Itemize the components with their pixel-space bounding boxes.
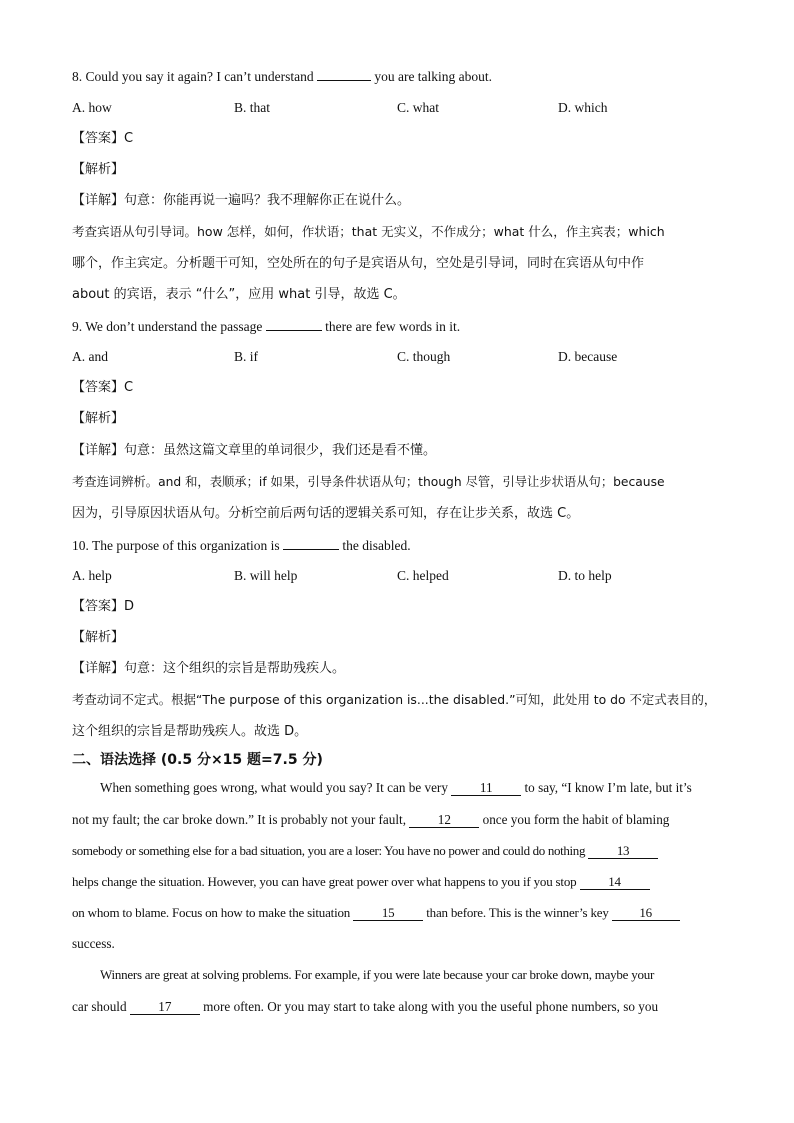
- passage-line-5: [72, 905, 724, 921]
- q10-explanation-2: 这个组织的宗旨是帮助残疾人。故选 D。: [72, 724, 308, 739]
- passage-line-6: success.: [72, 936, 115, 951]
- q9-option-b: B. if: [234, 349, 259, 364]
- q10-option-b: B. will help: [234, 568, 298, 583]
- q9-option-c: C. though: [397, 349, 451, 364]
- answer-value: C: [124, 131, 134, 146]
- q9-blank: [266, 318, 322, 331]
- passage-text: on whom to blame. Focus on how to make the situation: [72, 905, 351, 920]
- q9-option-a: A. and: [72, 349, 108, 364]
- q9-explanation-2: 因为，引导原因状语从句。分析空前后两句话的逻辑关系可知，存在让步关系，故选 C。: [72, 506, 580, 521]
- q10-analysis-label: 【解析】: [72, 630, 125, 645]
- passage-line-3: [72, 843, 724, 859]
- q10-explanation-1: 考查动词不定式。根据“The purpose of this organization is...the disabled.”可知，此处用 to do 不定式表目的，: [72, 692, 717, 707]
- q10-option-c: C. helped: [397, 568, 449, 583]
- blank-11: 11: [451, 781, 521, 796]
- q8-explanation-2: 哪个，作主宾定。分析题干可知，空处所在的句子是宾语从句，空处是引导词，同时在宾语从句中作: [72, 256, 645, 271]
- q10-stem: [72, 537, 724, 554]
- q8-option-d: D. which: [558, 100, 608, 115]
- q8-option-c: C. what: [397, 100, 439, 115]
- q9-detail: 【详解】句意：虽然这篇文章里的单词很少，我们还是看不懂。: [72, 443, 437, 458]
- blank-14: 14: [580, 875, 650, 890]
- passage-line-7: Winners are great at solving problems. For example, if you were late because your car broke down, maybe your: [100, 967, 655, 982]
- answer-label: 【答案】: [72, 131, 125, 146]
- passage-text: When something goes wrong, what would you say? It can be very: [100, 780, 448, 795]
- q9-stem-text-end: there are few words in it.: [325, 319, 461, 334]
- q8-option-b: B. that: [234, 100, 270, 115]
- passage-text: than before. This is the winner’s key: [426, 905, 609, 920]
- q8-option-a: A. how: [72, 100, 112, 115]
- q8-analysis-label: 【解析】: [72, 162, 125, 177]
- q8-stem: [72, 68, 724, 85]
- passage-line-1: [100, 780, 724, 796]
- q8-explanation-1: 考查宾语从句引导词。how 怎样，如何，作状语；that 无实义，不作成分；what 什么，作主宾表；which: [72, 224, 665, 239]
- q8-stem-text-end: you are talking about.: [374, 69, 493, 84]
- passage-text: not my fault; the car broke down.” It is probably not your fault,: [72, 812, 407, 827]
- q8-blank: [317, 68, 371, 81]
- q8-detail: 【详解】句意：你能再说一遍吗？我不理解你正在说什么。: [72, 193, 411, 208]
- q9-option-d: D. because: [558, 349, 618, 364]
- blank-15: 15: [353, 906, 423, 921]
- q10-answer: [72, 599, 724, 615]
- passage-text: once you form the habit of blaming: [482, 812, 670, 827]
- passage-line-2: [72, 812, 724, 828]
- answer-value: C: [124, 380, 134, 395]
- q10-stem-text-end: the disabled.: [342, 538, 411, 553]
- q8-explanation-3: about 的宾语，表示 “什么”，应用 what 引导，故选 C。: [72, 287, 406, 302]
- blank-13: 13: [588, 844, 658, 859]
- q10-option-d: D. to help: [558, 568, 612, 583]
- q9-explanation-1: 考查连词辨析。and 和，表顺承；if 如果，引导条件状语从句；though 尽管，引导让步状语从句；because: [72, 475, 665, 489]
- blank-16: 16: [612, 906, 680, 921]
- answer-label: 【答案】: [72, 599, 125, 614]
- q10-blank: [283, 537, 339, 550]
- passage-text: car should: [72, 999, 127, 1014]
- blank-12: 12: [409, 813, 479, 828]
- q10-detail: 【详解】句意：这个组织的宗旨是帮助残疾人。: [72, 661, 346, 676]
- section-title: 二、语法选择 (0.5 分×15 题=7.5 分): [72, 752, 323, 768]
- q9-stem: [72, 318, 724, 335]
- passage-line-8: [72, 999, 724, 1015]
- q10-option-a: A. help: [72, 568, 112, 583]
- blank-17: 17: [130, 1000, 200, 1015]
- q8-stem-text: 8. Could you say it again? I can’t understand: [72, 69, 314, 84]
- answer-label: 【答案】: [72, 380, 125, 395]
- passage-line-4: [72, 874, 724, 890]
- q9-stem-text: 9. We don’t understand the passage: [72, 319, 263, 334]
- q8-answer: [72, 131, 724, 147]
- passage-text: to say, “I know I’m late, but it’s: [524, 780, 692, 795]
- q10-stem-text: 10. The purpose of this organization is: [72, 538, 280, 553]
- answer-value: D: [124, 599, 135, 614]
- passage-text: helps change the situation. However, you can have great power over what happens to you if you stop: [72, 874, 577, 889]
- passage-text: more often. Or you may start to take along with you the useful phone numbers, so you: [203, 999, 659, 1014]
- passage-text: somebody or something else for a bad situation, you are a loser: You have no power and could do nothing: [72, 843, 586, 858]
- q9-answer: [72, 380, 724, 396]
- q9-analysis-label: 【解析】: [72, 411, 125, 426]
